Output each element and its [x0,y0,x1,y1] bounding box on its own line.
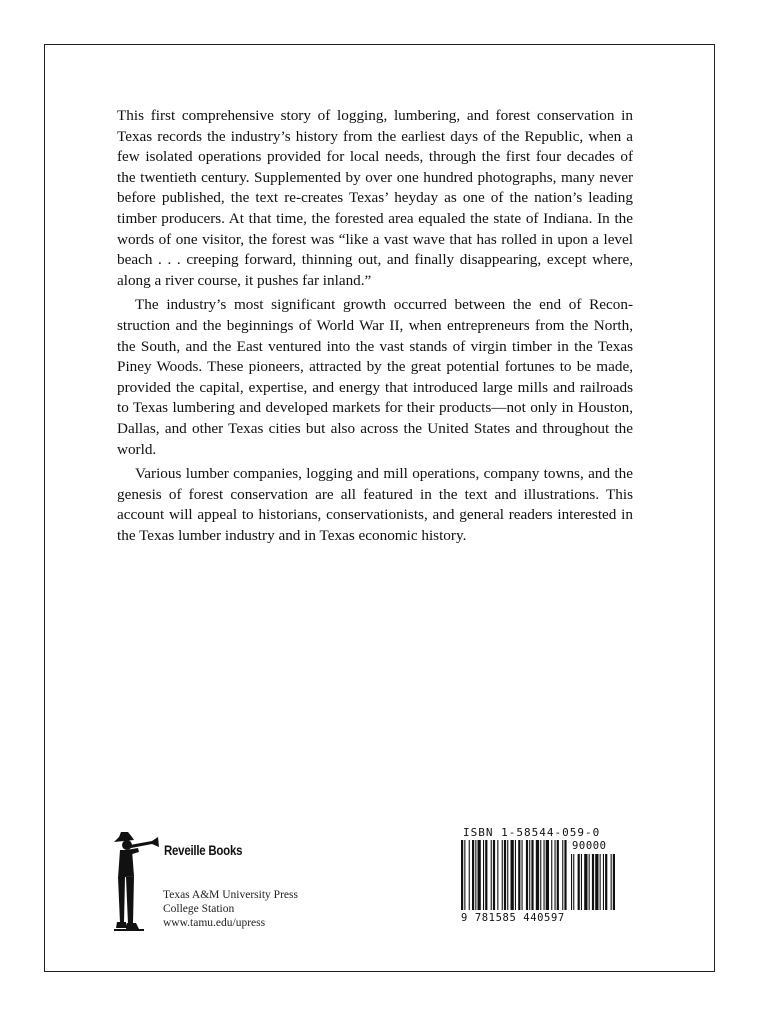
bugler-silhouette-icon [112,828,162,933]
back-cover-blurb [117,106,633,546]
barcode-digits: 9 781585 440597 [461,912,565,924]
blurb-paragraph-1: This first comprehensive story of logging, lumbering, and forest conservation in Texas records the industry’s history from the earliest days of the Republic, when a few isolated operations provided for local needs, through the first four decades of the twentieth century. Supplemented by over one hundred photographs, many never before published, the text re-creates Texas’ heyday as one of the nation’s leading timber producers. At that time, the forested area equaled the state of Indiana. In the words of one visitor, the forest was “like a vast wave that has rolled in upon a level beach . . . creeping forward, thinning out, and finally disappearing, except where, along a river course, it pushes far inland.” [117,107,633,289]
publisher-block [163,888,298,930]
price-addon-digits: 90000 [572,840,607,852]
publisher-city: College Station [163,903,235,915]
blurb-paragraph-3: Various lumber companies, logging and mill operations, company towns, and the genesis of forest conservation are all featured in the text and illustrations. This account will appeal to historians, conservationists, and general readers interested in the Texas lumber industry and in Texas economic history. [117,465,633,544]
publisher-url: www.tamu.edu/upress [163,917,266,929]
isbn-label: ISBN 1-58544-059-0 [463,826,601,839]
imprint-name: Reveille Books [164,842,243,858]
publisher-name: Texas A&M University Press [163,889,298,901]
isbn-barcode [461,840,616,912]
blurb-paragraph-2: The industry’s most significant growth occurred between the end of Reconstruction and the beginnings of World War II, when entrepreneurs from the North, the South, and the East ventured into the vast stands of virgin timber in the Texas Piney Woods. These pioneers, attracted by the great potential fortunes to be made, provided the capital, expertise, and energy that introduced large mills and railroads to Texas lumbering and developed markets for their products—not only in Houston, Dallas, and other Texas cities but also across the United States and throughout the world. [117,296,633,458]
